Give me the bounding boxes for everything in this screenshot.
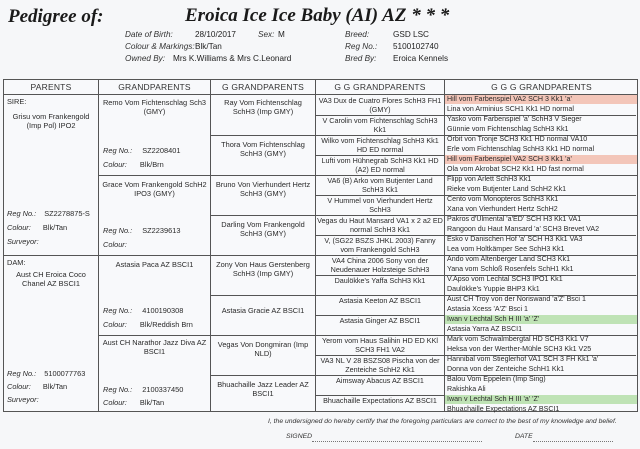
sex-label: Sex:: [258, 30, 275, 39]
ggg-grandparents-column: [445, 95, 637, 415]
dam-colour-value: Blk/Tan: [42, 382, 68, 391]
g-grandparent-name: Thora Vom Fichtenschlag SchH3 (GMY): [221, 140, 305, 158]
grandparent-reg-row: [103, 146, 180, 155]
sex-value: M: [278, 30, 285, 39]
grandparent-reg-row: [103, 226, 180, 235]
ggg-grandparent-name: Hannibal vom Stieglerhof VA1 SCH 3 FH Kk1 'a': [447, 355, 599, 363]
ggg-grandparent-name: V.Apso vom Lechtal SCH3 IPO1 Kk1: [447, 275, 563, 283]
ggg-grandparent-name: Hill vom Farbenspiel VA2 SCH 3 Kk1 'a': [445, 155, 637, 164]
ggg-grandparent-name: Balou Vom Eppelein (Imp Sing): [447, 375, 546, 383]
gg-grandparent-name: Astasia Keeton AZ BSCI1: [339, 296, 421, 305]
gg-grandparent-name: VA3 Dux de Cuatro Flores SchH3 FH1 (GMY): [318, 96, 442, 114]
ggg-grandparent-name: Donna von der Zenteiche SchH1 Kk1: [447, 365, 565, 373]
reg-label: Reg No.:: [103, 385, 133, 394]
declaration-text: I, the undersigned do hereby certify that the foregoing particulars are correct to the best of my knowledge and belief.: [268, 418, 617, 425]
dam-reg-row: [7, 369, 85, 378]
sire-colour-label: Colour:: [7, 223, 31, 232]
reg-label: Reg No.:: [103, 306, 133, 315]
ggg-grandparent-name: Lea vom Holtkämper See SchH3 Kk1: [447, 245, 565, 253]
grandparent-reg-row: [103, 306, 183, 315]
sire-colour-row: [7, 223, 67, 232]
date-line[interactable]: [533, 441, 613, 442]
grandparent-colour: Blk/Tan: [139, 398, 165, 407]
col-header-gg-grandparents: G G GRANDPARENTS: [316, 80, 445, 95]
colour-label: Colour:: [103, 398, 127, 407]
g-grandparent-name: Vegas Von Dongmiran (Imp NLD): [217, 340, 309, 358]
ggg-grandparent-name: Ola vom Akrobat SCH2 Kk1 HD fast normal: [447, 165, 584, 173]
grandparent-name: Astasia Paca AZ BSCI1: [115, 260, 194, 269]
gg-grandparent-name: Bhuachaille Expectations AZ BSCI1: [323, 396, 437, 405]
dob-label: Date of Birth:: [125, 30, 173, 39]
grandparent-colour-row: [103, 320, 193, 329]
breed-label: Breed:: [345, 30, 370, 39]
g-grandparent-name: Astasia Gracie AZ BSCI1: [221, 306, 305, 315]
ggg-grandparent-name: Ando vom Altenberger Land SCH3 Kk1: [447, 255, 571, 263]
ggg-grandparent-name: Rangoon du Haut Mansard 'a' SCH3 Brevet VA2: [447, 225, 600, 233]
ggg-grandparent-name: Iwan v Lechtal Sch H III 'a' 'Z': [445, 315, 637, 324]
grandparent-reg: SZ2208401: [142, 146, 181, 155]
ggg-grandparent-name: Mark vom Schwalmbergtal HD SCH3 Kk1 V7: [447, 335, 589, 343]
gg-grandparent-name: Astasia Ginger AZ BSCI1: [339, 316, 421, 325]
grandparent-colour-row: [103, 240, 138, 249]
reg-value: 5100102740: [393, 42, 439, 51]
colour-label: Colour:: [103, 320, 127, 329]
sire-surveyor-row: [7, 237, 39, 246]
reg-label: Reg No.:: [103, 226, 133, 235]
ggg-grandparent-name: Daulökke's Yuppie BHP3 Kk1: [447, 285, 540, 293]
gg-grandparent-name: VA3 NL V 28 BSZS08 Pischa von der Zenteiche SchH2 Kk1: [320, 356, 440, 374]
grandparent-name: Remo Vom Fichtenschlag Sch3 (GMY): [102, 98, 207, 116]
g-grandparent-name: Bhuachaille Jazz Leader AZ BSCI1: [217, 380, 309, 398]
grandparent-colour: Blk/Reddish Brn: [139, 320, 193, 329]
gg-grandparents-column: [316, 95, 444, 415]
divider: [210, 95, 211, 412]
ggg-grandparent-name: Günnie vom Fichtenschlag SchH3 Kk1: [447, 125, 569, 133]
sire-surveyor-label: Surveyor:: [7, 237, 39, 246]
ggg-grandparent-name: Astasia Yarra AZ BSCI1: [447, 325, 523, 333]
colour-label: Colour:: [103, 160, 127, 169]
gg-grandparent-name: Aimsway Abacus AZ BSCI1: [336, 376, 424, 385]
ggg-grandparent-name: Aust CH Troy von der Noriswand 'a'Z' Bsci 1: [447, 295, 586, 303]
ggg-grandparent-name: Lina von Arminius SCH1 Kk1 HD normal: [447, 105, 574, 113]
g-grandparent-name: Bruno Von Vierhundert Hertz SchH3 (GMY): [215, 180, 311, 198]
ggg-grandparent-name: Yasko vom Farbenspiel 'a' SchH3 V Sieger: [447, 115, 582, 123]
g-grandparent-name: Ray Vom Fichtenschlag SchH3 (Imp GMY): [224, 98, 302, 116]
col-header-g-grandparents: G GRANDPARENTS: [211, 80, 316, 95]
reg-label: Reg No.:: [345, 42, 378, 51]
ggg-grandparent-name: Iwan v Lechtal Sch H III 'a' 'Z': [445, 395, 637, 404]
gg-grandparent-name: V Hummel von Vierhundert Hertz SchH3: [327, 196, 433, 214]
ggg-grandparent-name: Heksa von der Werther-Mühle SCH3 Kk1 V25: [447, 345, 592, 353]
dam-label: DAM:: [7, 258, 26, 267]
sire-reg-value: SZ2278875-S: [44, 209, 90, 218]
ggg-grandparent-name: Orbit von Tronje SCH3 Kk1 HD normal VA10: [447, 135, 588, 143]
pedigree-grid: [3, 79, 638, 412]
g-grandparent-name: Darling Vom Frankengold SchH3 (GMY): [221, 220, 305, 238]
gg-grandparent-name: Daulökke's Yaffa SchH3 Kk1: [334, 276, 426, 285]
grandparent-reg: 4100190308: [142, 306, 184, 315]
sire-reg-label: Reg No.:: [7, 209, 37, 218]
sire-name: Grisu vom Frankengold (Imp Pol) IPO2: [12, 112, 90, 130]
gg-grandparent-name: Lufti vom Hühnegrab SchH3 Kk1 HD (A2) ED normal: [321, 156, 439, 174]
ggg-grandparent-name: Erle vom Fichtenschlag SchH3 Kk1 HD normal: [447, 145, 595, 153]
grandparent-name: Grace Vom Frankengold SchH2 IPO3 (GMY): [102, 180, 207, 198]
ggg-grandparent-name: Rieke vom Butjenter Land SchH2 Kk1: [447, 185, 567, 193]
dog-name-title: Eroica Ice Ice Baby (AI) AZ * * *: [185, 5, 450, 26]
grandparent-name: Aust CH Narathor Jazz Diva AZ BSCI1: [102, 338, 207, 356]
dam-reg-label: Reg No.:: [7, 369, 37, 378]
signature-line[interactable]: [312, 441, 482, 442]
ggg-grandparent-name: Astasia Xcess 'A'Z' Bsci 1: [447, 305, 528, 313]
colour-label: Colour:: [103, 240, 127, 249]
dam-colour-row: [7, 382, 67, 391]
col-header-grandparents: GRANDPARENTS: [99, 80, 211, 95]
ggg-grandparent-name: Rakishka Ali: [447, 385, 486, 393]
grandparent-reg: 2100337450: [142, 385, 184, 394]
grandparent-reg-row: [103, 385, 183, 394]
ggg-grandparent-name: Flipp von Arlett SchH3 Kk1: [447, 175, 532, 183]
colour-markings-value: Blk/Tan: [195, 42, 222, 51]
gg-grandparent-name: VA6 (B) Arko vom Butjenter Land SchH3 Kk1: [327, 176, 433, 194]
signed-label: SIGNED: [286, 433, 313, 440]
dam-colour-label: Colour:: [7, 382, 31, 391]
ggg-grandparent-name: Bhuachaille Expectations AZ BSCI1: [447, 405, 560, 413]
breed-value: GSD LSC: [393, 30, 429, 39]
grandparent-colour: Blk/Brn: [139, 160, 164, 169]
col-header-ggg-grandparents: G G G GRANDPARENTS: [445, 80, 638, 95]
sire-label: SIRE:: [7, 97, 27, 106]
owned-label: Owned By:: [125, 54, 166, 63]
dam-surveyor-row: [7, 395, 39, 404]
reg-label: Reg No.:: [103, 146, 133, 155]
col-header-parents: PARENTS: [4, 80, 99, 95]
grandparent-colour-row: [103, 398, 164, 407]
owned-value: Mrs K.Williams & Mrs C.Leonard: [173, 54, 292, 63]
ggg-grandparent-name: Esko v Danischen Hof 'a' SCH H3 Kk1 VA3: [447, 235, 583, 243]
gg-grandparent-name: VA4 China 2006 Sony von der Neudenauer Holzsteige SchH3: [330, 256, 430, 274]
gg-grandparent-name: Vegas du Haut Mansard VA1 x 2 a2 ED normal SchH3 Kk1: [317, 216, 443, 234]
ggg-grandparent-name: Yana vom Schloß Rosenfels SchH1 Kk1: [447, 265, 574, 273]
bred-label: Bred By:: [345, 54, 377, 63]
ggg-grandparent-name: Cento vom Monopteros SchH3 Kk1: [447, 195, 559, 203]
dam-surveyor-label: Surveyor:: [7, 395, 39, 404]
dam-reg-value: 5100077763: [44, 369, 86, 378]
ggg-grandparent-name: Xana von Vierhundert Hertz SchH2: [447, 205, 558, 213]
ggg-grandparent-name: Hill vom Farbenspiel VA2 SCH 3 Kk1 'a': [445, 95, 637, 104]
sire-reg-row: [7, 209, 90, 218]
date-label: DATE: [515, 433, 533, 440]
bred-value: Eroica Kennels: [393, 54, 449, 63]
dob-value: 28/10/2017: [195, 30, 236, 39]
g-grandparent-name: Zony Von Haus Gerstenberg SchH3 (Imp GMY): [216, 260, 310, 278]
grandparent-reg: SZ2239613: [142, 226, 181, 235]
gg-grandparent-name: Wilko vom Fichtenschlag SchH3 Kk1 HD ED normal: [321, 136, 439, 154]
divider: [98, 95, 99, 412]
gg-grandparent-name: V, (SG22 BSZS JHKL 2003) Fanny vom Frankengold SchH3: [324, 236, 436, 254]
gg-grandparent-name: V Carolin vom Fichtenschlag SchH3 Kk1: [322, 116, 438, 134]
ggg-grandparent-name: Pakros d'Ulmental 'a'ED' SCH H3 Kk1 VA1: [447, 215, 582, 223]
gg-grandparent-name: Yerom vom Haus Salihin HD ED KKl SCH3 FH1 VA2: [322, 336, 438, 354]
dam-name: Aust CH Eroica Coco Chanel AZ BSCI1: [16, 270, 86, 288]
sire-colour-value: Blk/Tan: [42, 223, 68, 232]
colour-markings-label: Colour & Markings:: [125, 42, 195, 51]
pedigree-label: Pedigree of:: [8, 6, 104, 27]
grandparent-colour-row: [103, 160, 164, 169]
